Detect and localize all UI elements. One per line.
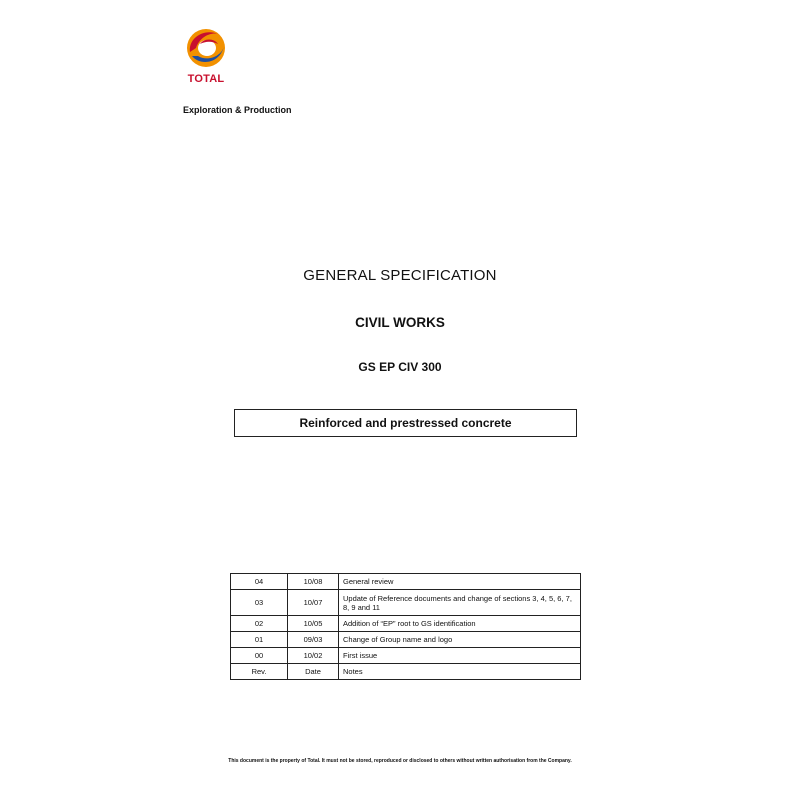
date-cell: 10/05 (288, 616, 339, 632)
date-cell: 10/02 (288, 648, 339, 664)
division-label: Exploration & Production (183, 105, 292, 115)
revision-table (230, 573, 581, 680)
date-cell: 10/07 (288, 590, 339, 616)
date-cell: 09/03 (288, 632, 339, 648)
document-type: GENERAL SPECIFICATION (303, 267, 497, 284)
document-title-box (234, 409, 577, 437)
notes-cell: Update of Reference documents and change of sections 3, 4, 5, 6, 7, 8, 9 and 11 (339, 590, 581, 616)
date-header: Date (288, 664, 339, 680)
rev-cell: 01 (231, 632, 288, 648)
rev-cell: 03 (231, 590, 288, 616)
rev-cell: 04 (231, 574, 288, 590)
table-row (231, 574, 581, 590)
rev-cell: 02 (231, 616, 288, 632)
logo-text: TOTAL (187, 73, 225, 85)
notes-cell: General review (339, 574, 581, 590)
table-row (231, 590, 581, 616)
table-row (231, 648, 581, 664)
document-subject: CIVIL WORKS (355, 315, 445, 330)
document-code: GS EP CIV 300 (358, 360, 442, 374)
total-logo-mark-icon (182, 26, 230, 72)
notes-cell: First issue (339, 648, 581, 664)
date-cell: 10/08 (288, 574, 339, 590)
notes-cell: Addition of “EP” root to GS identification (339, 616, 581, 632)
table-row (231, 632, 581, 648)
rev-header: Rev. (231, 664, 288, 680)
confidentiality-footer: This document is the property of Total. It must not be stored, reproduced or disclosed to others without written authorisation from the Company. (228, 758, 572, 764)
table-header-row (231, 664, 581, 680)
notes-header: Notes (339, 664, 581, 680)
table-row (231, 616, 581, 632)
document-title: Reinforced and prestressed concrete (299, 416, 512, 430)
notes-cell: Change of Group name and logo (339, 632, 581, 648)
rev-cell: 00 (231, 648, 288, 664)
